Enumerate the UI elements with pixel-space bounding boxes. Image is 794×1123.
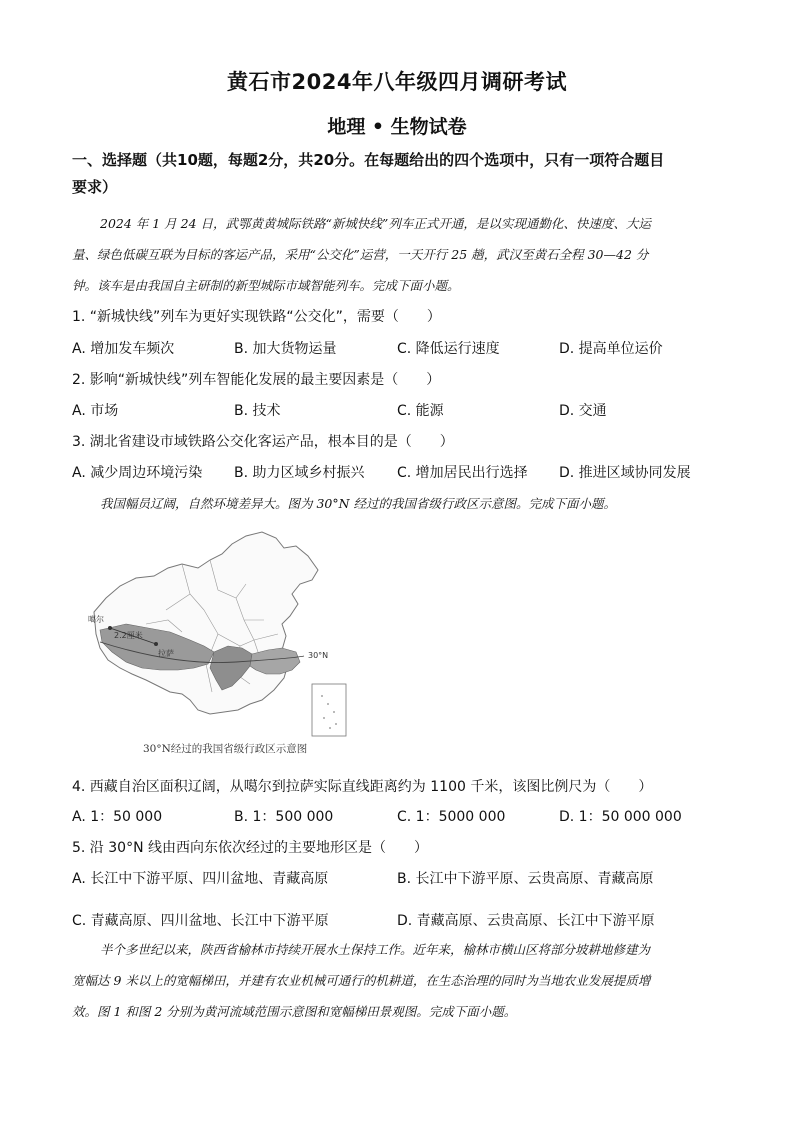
question-1-stem: 1. “新城快线”列车为更好实现铁路“公交化”，需要（ ） bbox=[72, 309, 441, 325]
question-1-option-b[interactable]: B. 加大货物运量 bbox=[234, 341, 337, 357]
question-3-option-a[interactable]: A. 减少周边环境污染 bbox=[72, 465, 203, 481]
question-5-option-a[interactable]: A. 长江中下游平原、四川盆地、青藏高原 bbox=[72, 871, 329, 887]
question-5-option-c[interactable]: C. 青藏高原、四川盆地、长江中下游平原 bbox=[72, 913, 329, 929]
question-3-stem: 3. 湖北省建设市域铁路公交化客运产品，根本目的是（ ） bbox=[72, 434, 454, 450]
question-3-option-c[interactable]: C. 增加居民出行选择 bbox=[397, 465, 528, 481]
question-2-option-a[interactable]: A. 市场 bbox=[72, 403, 119, 419]
question-2-option-c[interactable]: C. 能源 bbox=[397, 403, 444, 419]
gar-point bbox=[108, 626, 112, 630]
china-30n-map bbox=[86, 524, 356, 762]
section-heading-line2: 要求） bbox=[72, 178, 118, 196]
question-4-option-d[interactable]: D. 1：50 000 000 bbox=[559, 809, 682, 825]
question-4-option-a[interactable]: A. 1：50 000 bbox=[72, 809, 163, 825]
question-1-option-a[interactable]: A. 增加发车频次 bbox=[72, 341, 175, 357]
parallel-label: 30°N bbox=[308, 651, 329, 660]
passage-terraces bbox=[72, 934, 724, 1027]
exam-subtitle: 地理 • 生物试卷 bbox=[327, 116, 467, 138]
question-3-option-b[interactable]: B. 助力区域乡村振兴 bbox=[234, 465, 365, 481]
question-5-option-b[interactable]: B. 长江中下游平原、云贵高原、青藏高原 bbox=[397, 871, 654, 887]
question-2-option-b[interactable]: B. 技术 bbox=[234, 403, 281, 419]
lhasa-point bbox=[154, 642, 158, 646]
exam-title: 黄石市2024年八年级四月调研考试 bbox=[227, 70, 567, 94]
question-1-option-c[interactable]: C. 降低运行速度 bbox=[397, 341, 500, 357]
passage-terraces-line1: 半个多世纪以来，陕西省榆林市持续开展水土保持工作。近年来，榆林市横山区将部分坡耕地修建为 bbox=[100, 942, 651, 957]
passage-railway-line2: 量、绿色低碳互联为目标的客运产品，采用“公交化”运营，一天开行 25 趟，武汉至黄石全程 30—42 分 bbox=[72, 247, 649, 262]
question-5-stem: 5. 沿 30°N 线由西向东依次经过的主要地形区是（ ） bbox=[72, 840, 428, 856]
passage-railway-line3: 钟。该车是由我国自主研制的新型城际市域智能列车。完成下面小题。 bbox=[72, 278, 460, 293]
section-heading-line1: 一、选择题（共10题，每题2分，共20分。在每题给出的四个选项中，只有一项符合题目 bbox=[72, 151, 665, 169]
passage-railway-line1: 2024 年 1 月 24 日，武鄂黄黄城际铁路“新城快线”列车正式开通，是以实现通勤化、快速度、大运 bbox=[100, 216, 651, 231]
passage-railway bbox=[72, 208, 724, 301]
question-2-option-d[interactable]: D. 交通 bbox=[559, 403, 607, 419]
passage-map-intro bbox=[72, 488, 724, 519]
china-outline bbox=[94, 532, 318, 714]
china-map-svg bbox=[86, 524, 356, 762]
map-caption: 30°N经过的我国省级行政区示意图 bbox=[143, 743, 308, 755]
passage-map-intro-line1: 我国幅员辽阔，自然环境差异大。图为 30°N 经过的我国省级行政区示意图。完成下面小题。 bbox=[100, 496, 617, 511]
passage-terraces-line3: 效。图 1 和图 2 分别为黄河流域范围示意图和宽幅梯田景观图。完成下面小题。 bbox=[72, 1004, 517, 1019]
passage-terraces-line2: 宽幅达 9 米以上的宽幅梯田，并建有农业机械可通行的机耕道，在生态治理的同时为当地农业发展提质增 bbox=[72, 973, 651, 988]
question-1-option-d[interactable]: D. 提高单位运价 bbox=[559, 341, 663, 357]
gar-label: 噶尔 bbox=[88, 615, 104, 624]
section-heading bbox=[72, 147, 732, 201]
question-4-option-b[interactable]: B. 1：500 000 bbox=[234, 809, 334, 825]
south-china-sea-inset bbox=[312, 684, 346, 736]
question-3-option-d[interactable]: D. 推进区域协同发展 bbox=[559, 465, 691, 481]
lhasa-label: 拉萨 bbox=[158, 649, 174, 658]
scale-label: 2.2厘米 bbox=[114, 631, 143, 640]
question-4-option-c[interactable]: C. 1：5000 000 bbox=[397, 809, 506, 825]
question-2-stem: 2. 影响“新城快线”列车智能化发展的最主要因素是（ ） bbox=[72, 372, 441, 388]
question-5-option-d[interactable]: D. 青藏高原、云贵高原、长江中下游平原 bbox=[397, 913, 655, 929]
question-4-stem: 4. 西藏自治区面积辽阔，从噶尔到拉萨实际直线距离约为 1100 千米，该图比例尺为（ ） bbox=[72, 779, 653, 795]
